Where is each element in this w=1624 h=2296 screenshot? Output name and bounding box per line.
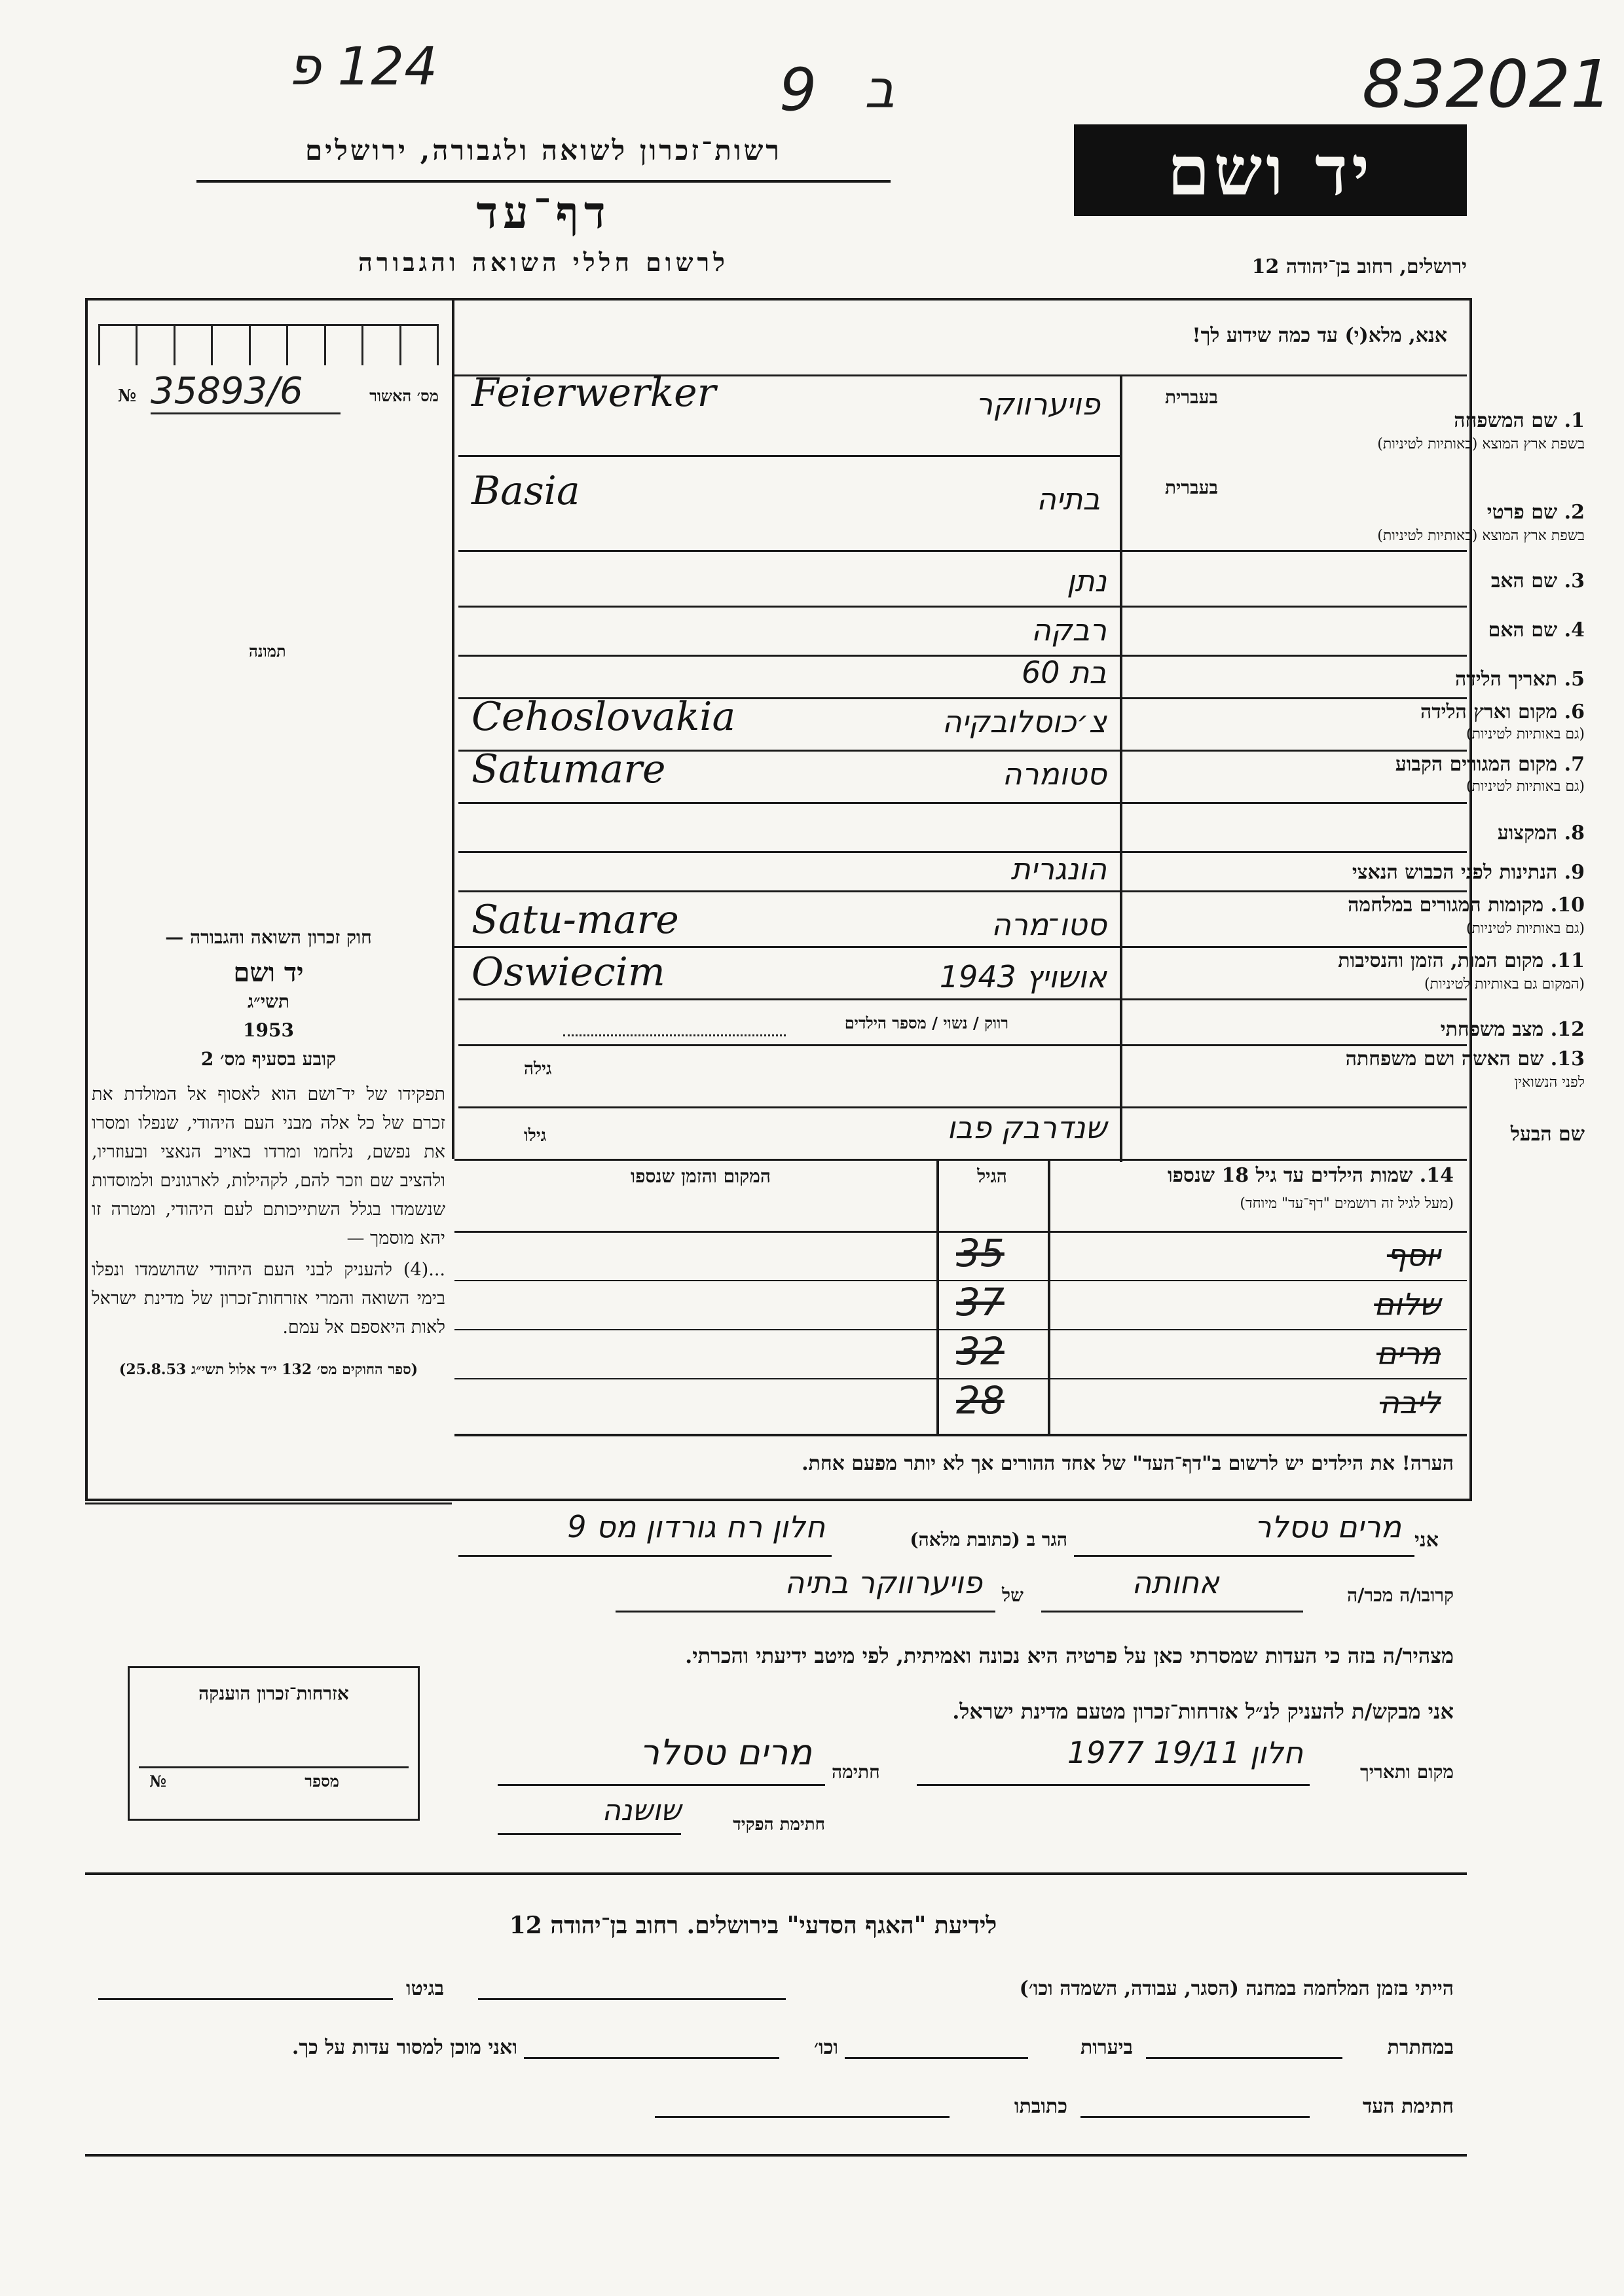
relation-value: אחותה (1132, 1565, 1219, 1600)
row-5-text: תאריך הלידה (1455, 668, 1558, 691)
row-2-label (1487, 501, 1585, 524)
officer-label: חתימת הפקיד (733, 1815, 825, 1834)
footer-line1-blank-b (98, 1998, 393, 2000)
birth-place-latin: Cehoslovakia (471, 694, 736, 740)
footer-line3-blank-a (1080, 2116, 1310, 2118)
footer-line3-b: כתובתו (1014, 2095, 1067, 2118)
law-year-heb: תשי״ג (247, 991, 290, 1012)
child-4-age: 28 (956, 1378, 1005, 1423)
declarant-name-line (1074, 1555, 1414, 1557)
row-12-num: 12. (1550, 1018, 1585, 1041)
children-col-age-left (936, 1159, 939, 1434)
citizenship: הונגרית (1010, 851, 1107, 886)
row-6-text: מקום וארץ הלידה (1420, 701, 1558, 723)
family-name-hebrew: פויערווקר (976, 386, 1100, 422)
war-residence-latin: Satu-mare (471, 897, 679, 943)
row-11-line (458, 998, 1467, 1000)
row-13-sub: לפני הנשואין (1514, 1074, 1585, 1091)
row-2-text: שם פרטי (1486, 501, 1558, 524)
relation-line (1041, 1611, 1303, 1613)
child-1-age: 35 (956, 1231, 1005, 1275)
law-section: קובע בסעיף מס׳ 2 (200, 1048, 337, 1070)
footer-line3-a: חתימת העד (1362, 2095, 1454, 2118)
left-column-divider (452, 298, 454, 1159)
row-4-num: 4. (1564, 619, 1585, 642)
row-11-sub: (המקום גם באותיות לטיניות) (1424, 976, 1585, 993)
row-8-text: המקצוע (1497, 822, 1558, 845)
footer-line1-end: בגיטו (406, 1977, 445, 2000)
in-hebrew-label-1: בעברית (1164, 386, 1218, 408)
children-label: שמות הילדים עד גיל 18 שנספו (1167, 1164, 1413, 1187)
form-subtitle: לרשום חללי השואה והגבורה (358, 247, 729, 277)
row-7-line (458, 802, 1467, 804)
husband-value: שנדרבק פבו (947, 1110, 1107, 1145)
row-5-label (1455, 668, 1585, 691)
row-9-label (1352, 861, 1585, 884)
row-6-label (1420, 701, 1585, 723)
place-date-value: חלון 19/11 1977 (1067, 1735, 1303, 1770)
first-name-hebrew: בתיה (1036, 481, 1100, 517)
row-2-num: 2. (1564, 501, 1585, 524)
signature-line (498, 1784, 825, 1786)
row-5-num: 5. (1564, 668, 1585, 691)
place-date-label: מקום ותאריך (1359, 1761, 1454, 1783)
row-10-label (1348, 894, 1585, 917)
row-9-num: 9. (1564, 861, 1585, 884)
death-place-latin: Oswiecim (471, 949, 665, 995)
footer-line2-blank-b (845, 2057, 1028, 2059)
residence-hebrew: סטומרה (1002, 756, 1107, 792)
intro-text: אנא, מלא(י) עד כמה שידוע לך! (1192, 324, 1447, 347)
annotation-top-left: 124 פ (288, 36, 438, 97)
row-2-line (458, 550, 1467, 552)
row-7-text: מקום המגורים הקבוע (1395, 753, 1558, 776)
row-9-line (458, 890, 1467, 892)
row-11-text: מקום המות, הזמן והנסיבות (1338, 949, 1544, 972)
mother-name: רבקה (1031, 612, 1107, 647)
footer-line2-c: וכו׳ (814, 2036, 838, 2059)
birth-date: בת 60 (1022, 655, 1107, 690)
footer-line1-blank-a (478, 1998, 786, 2000)
in-hebrew-label-2: בעברית (1164, 477, 1218, 498)
row-10-line (454, 946, 1467, 948)
child-4-name: ליבה (1379, 1385, 1441, 1420)
row-10-text: מקומות המגורים במלחמה (1348, 894, 1544, 917)
law-box (92, 923, 445, 1384)
relative-label: קרובו/ה מכר/ה (1346, 1584, 1454, 1606)
row-6-sub: (גם באותיות לטיניות) (1466, 726, 1585, 742)
yad-vashem-logo (1074, 124, 1467, 216)
children-col-age-right (1048, 1159, 1050, 1434)
children-header-label (1061, 1164, 1454, 1187)
declarant-address: חלון רח גורדון מס 9 (567, 1509, 825, 1544)
row-3-text: שם האב (1490, 570, 1558, 592)
children-header-sub: (מעל לגיל זה רושמים "דף־עד" מיוחד) (1240, 1195, 1454, 1212)
birth-place-hebrew: צ׳כוסלובקיה (942, 704, 1107, 739)
residence-latin: Satumare (471, 746, 666, 792)
law-title: חוק זכרון השואה והגבורה — (165, 926, 372, 948)
annotation-top-mid-mark: ב (864, 59, 895, 120)
footer-line2-end: ואני מוכן למסור עדות על כך. (291, 2036, 517, 2059)
of-label: של (1002, 1584, 1024, 1606)
officer-signature: שושנה (602, 1794, 681, 1827)
marital-dots (563, 1034, 786, 1036)
address: ירושלים, רחוב בן־יהודה 12 (1251, 255, 1467, 278)
row-1-sub: בשפת ארץ המוצא (באותיות לטיניות) (1377, 436, 1585, 452)
row-6-num: 6. (1564, 701, 1585, 723)
law-name: יד ושם (233, 957, 304, 988)
row-7-num: 7. (1564, 753, 1585, 776)
husband-age-label: גילו (524, 1126, 547, 1146)
declaration-text: מצהיר/ה בזה כי העדות שמסרתי כאן על פרטיה היא נכונה ואמיתית, לפי מיטב ידיעתי והכרתי. (685, 1643, 1454, 1668)
approval-label: מס׳ האשור (369, 386, 439, 405)
of-name: פויערווקר בתיה (784, 1565, 982, 1600)
row-1-text: שם המשפחה (1454, 409, 1558, 432)
row-11-num: 11. (1550, 949, 1585, 972)
org-underline (196, 180, 891, 183)
declarant-i-label: אני (1414, 1529, 1439, 1552)
row-10-sub: (גם באותיות לטיניות) (1466, 920, 1585, 937)
footer-line2-b: ביערות (1080, 2036, 1133, 2059)
row-4-label (1488, 619, 1585, 642)
form-title: דף־עד (476, 187, 611, 239)
husband-label: שם הבעל (1510, 1123, 1585, 1146)
approval-ticks (98, 324, 439, 365)
row-13-line (458, 1106, 1467, 1108)
children-place-header: המקום והזמן שנספו (631, 1165, 771, 1187)
approval-value: 35893/6 (151, 370, 341, 414)
annotation-top-right: 832021 (1362, 46, 1612, 122)
father-name: נתן (1066, 563, 1107, 598)
row-2-sub: בשפת ארץ המוצא (באותיות לטיניות) (1377, 528, 1585, 544)
child-3-name: מרים (1376, 1336, 1441, 1371)
law-bottom-line (85, 1503, 452, 1504)
children-num: 14. (1419, 1164, 1454, 1187)
child-2-age: 37 (956, 1280, 1005, 1324)
law-clause: ...(4) להעניק לבני העם היהודי שהושמדו ונפלו בימי השואה והמרי אזרחות־זכרון של מדינת ישראל לאות היאספם אל עמם. (92, 1260, 445, 1338)
footer-title: לידיעת "האגף הסדעי" בירושלים. רחוב בן־יהודה 12 (509, 1912, 997, 1939)
row-13-label (1346, 1048, 1585, 1070)
row-4-text: שם האם (1488, 619, 1558, 642)
officer-line (498, 1833, 681, 1835)
row-7-label (1395, 753, 1585, 776)
child-3-age: 32 (956, 1329, 1005, 1374)
row-8-num: 8. (1564, 822, 1585, 845)
law-source: (ספר החוקים מס׳ 132 י״ד אלול תשי״ג 25.8.53) (119, 1361, 418, 1378)
death-place-hebrew: אושויץ 1943 (939, 959, 1107, 994)
law-body: תפקידו של יד־ושם הוא לאסוף אל המולדת את זכרם של כל אלה מבני העם היהודי, שנפלו ומסרו את נפשם, נלחמו ומרדו באויב הנאצי ובעוזריו, ולהציב שם וזכר להם, לקהילות, לארגונים ולמוסדות שנשמדו בגלל השתייכותם לעם היהודי, ומטרה זו יהא מוסמך — (92, 1084, 445, 1248)
family-name-latin: Feierwerker (471, 370, 716, 416)
photo-label: תמונה (249, 642, 286, 661)
row-8-label (1498, 822, 1585, 845)
footer-line1: הייתי בזמן המלחמה במחנה (הסגר, עבודה, השמדה וכו׳) (1019, 1977, 1454, 2000)
request-text: אני מבקש/ת להעניק לנ״ל אזרחות־זכרון מטעם מדינת ישראל. (952, 1699, 1454, 1724)
row-12-line (458, 1044, 1467, 1046)
row-1-line (458, 455, 1120, 457)
signature-label: חתימה (832, 1761, 880, 1783)
footer-top-line (85, 1872, 1467, 1875)
footer-line2-blank-c (524, 2057, 779, 2059)
row-1-label (1454, 409, 1585, 432)
first-name-latin: Basia (471, 468, 580, 514)
logo-text: יד ושם (1167, 130, 1374, 211)
footer-bottom-line (85, 2154, 1467, 2157)
row-10-num: 10. (1550, 894, 1585, 917)
place-date-line (917, 1784, 1310, 1786)
row-12-label (1441, 1018, 1585, 1041)
citizenship-box (128, 1666, 420, 1821)
row-9-text: הנתינות לפני הכבוש הנאצי (1352, 861, 1558, 884)
citizenship-number-symbol: № (149, 1772, 167, 1791)
children-note: הערה! את הילדים יש לרשום ב"דף־העד" של אחד ההורים אך לא יותר מפעם אחת. (802, 1452, 1454, 1475)
of-name-line (616, 1611, 995, 1613)
declarant-address-line (458, 1555, 832, 1557)
row-13-num: 13. (1550, 1048, 1585, 1070)
row-11-label (1338, 949, 1585, 972)
war-residence-hebrew: סטו־מרה (991, 907, 1107, 942)
footer-line2-blank-a (1146, 2057, 1342, 2059)
child-2-name: שלום (1374, 1286, 1441, 1322)
row-3-num: 3. (1564, 570, 1585, 592)
citizenship-title: אזרחות־זכרון הוענקה (198, 1683, 349, 1704)
row-7-sub: (גם באותיות לטיניות) (1466, 778, 1585, 795)
row-1-num: 1. (1564, 409, 1585, 432)
citizenship-number-label: מספר (304, 1772, 339, 1791)
row-3-label (1491, 570, 1585, 592)
footer-line2-a: במחתרת (1387, 2036, 1454, 2059)
wife-age-label: גילה (524, 1059, 552, 1079)
row-3-line (458, 606, 1467, 608)
row-13-text: שם האשה ושם משפחתה (1345, 1048, 1544, 1070)
signature-value: מרים טסלר (639, 1732, 812, 1773)
declarant-residing: הגר ב (כתובת מלאה) (910, 1529, 1067, 1550)
law-year: 1953 (243, 1019, 294, 1041)
child-1-name: יוסף (1386, 1237, 1441, 1273)
annotation-top-mid: 9 (779, 56, 817, 124)
org-line: רשות־זכרון לשואה ולגבורה, ירושלים (305, 134, 782, 166)
row-12-text: מצב משפחתי (1440, 1018, 1544, 1041)
approval-symbol: № (118, 386, 137, 406)
footer-line3-blank-b (655, 2116, 950, 2118)
children-age-header: הגיל (977, 1165, 1007, 1187)
marital-line: רווק / נשוי / מספר הילדים (844, 1013, 1008, 1032)
declarant-name: מרים טסלר (1254, 1509, 1401, 1544)
